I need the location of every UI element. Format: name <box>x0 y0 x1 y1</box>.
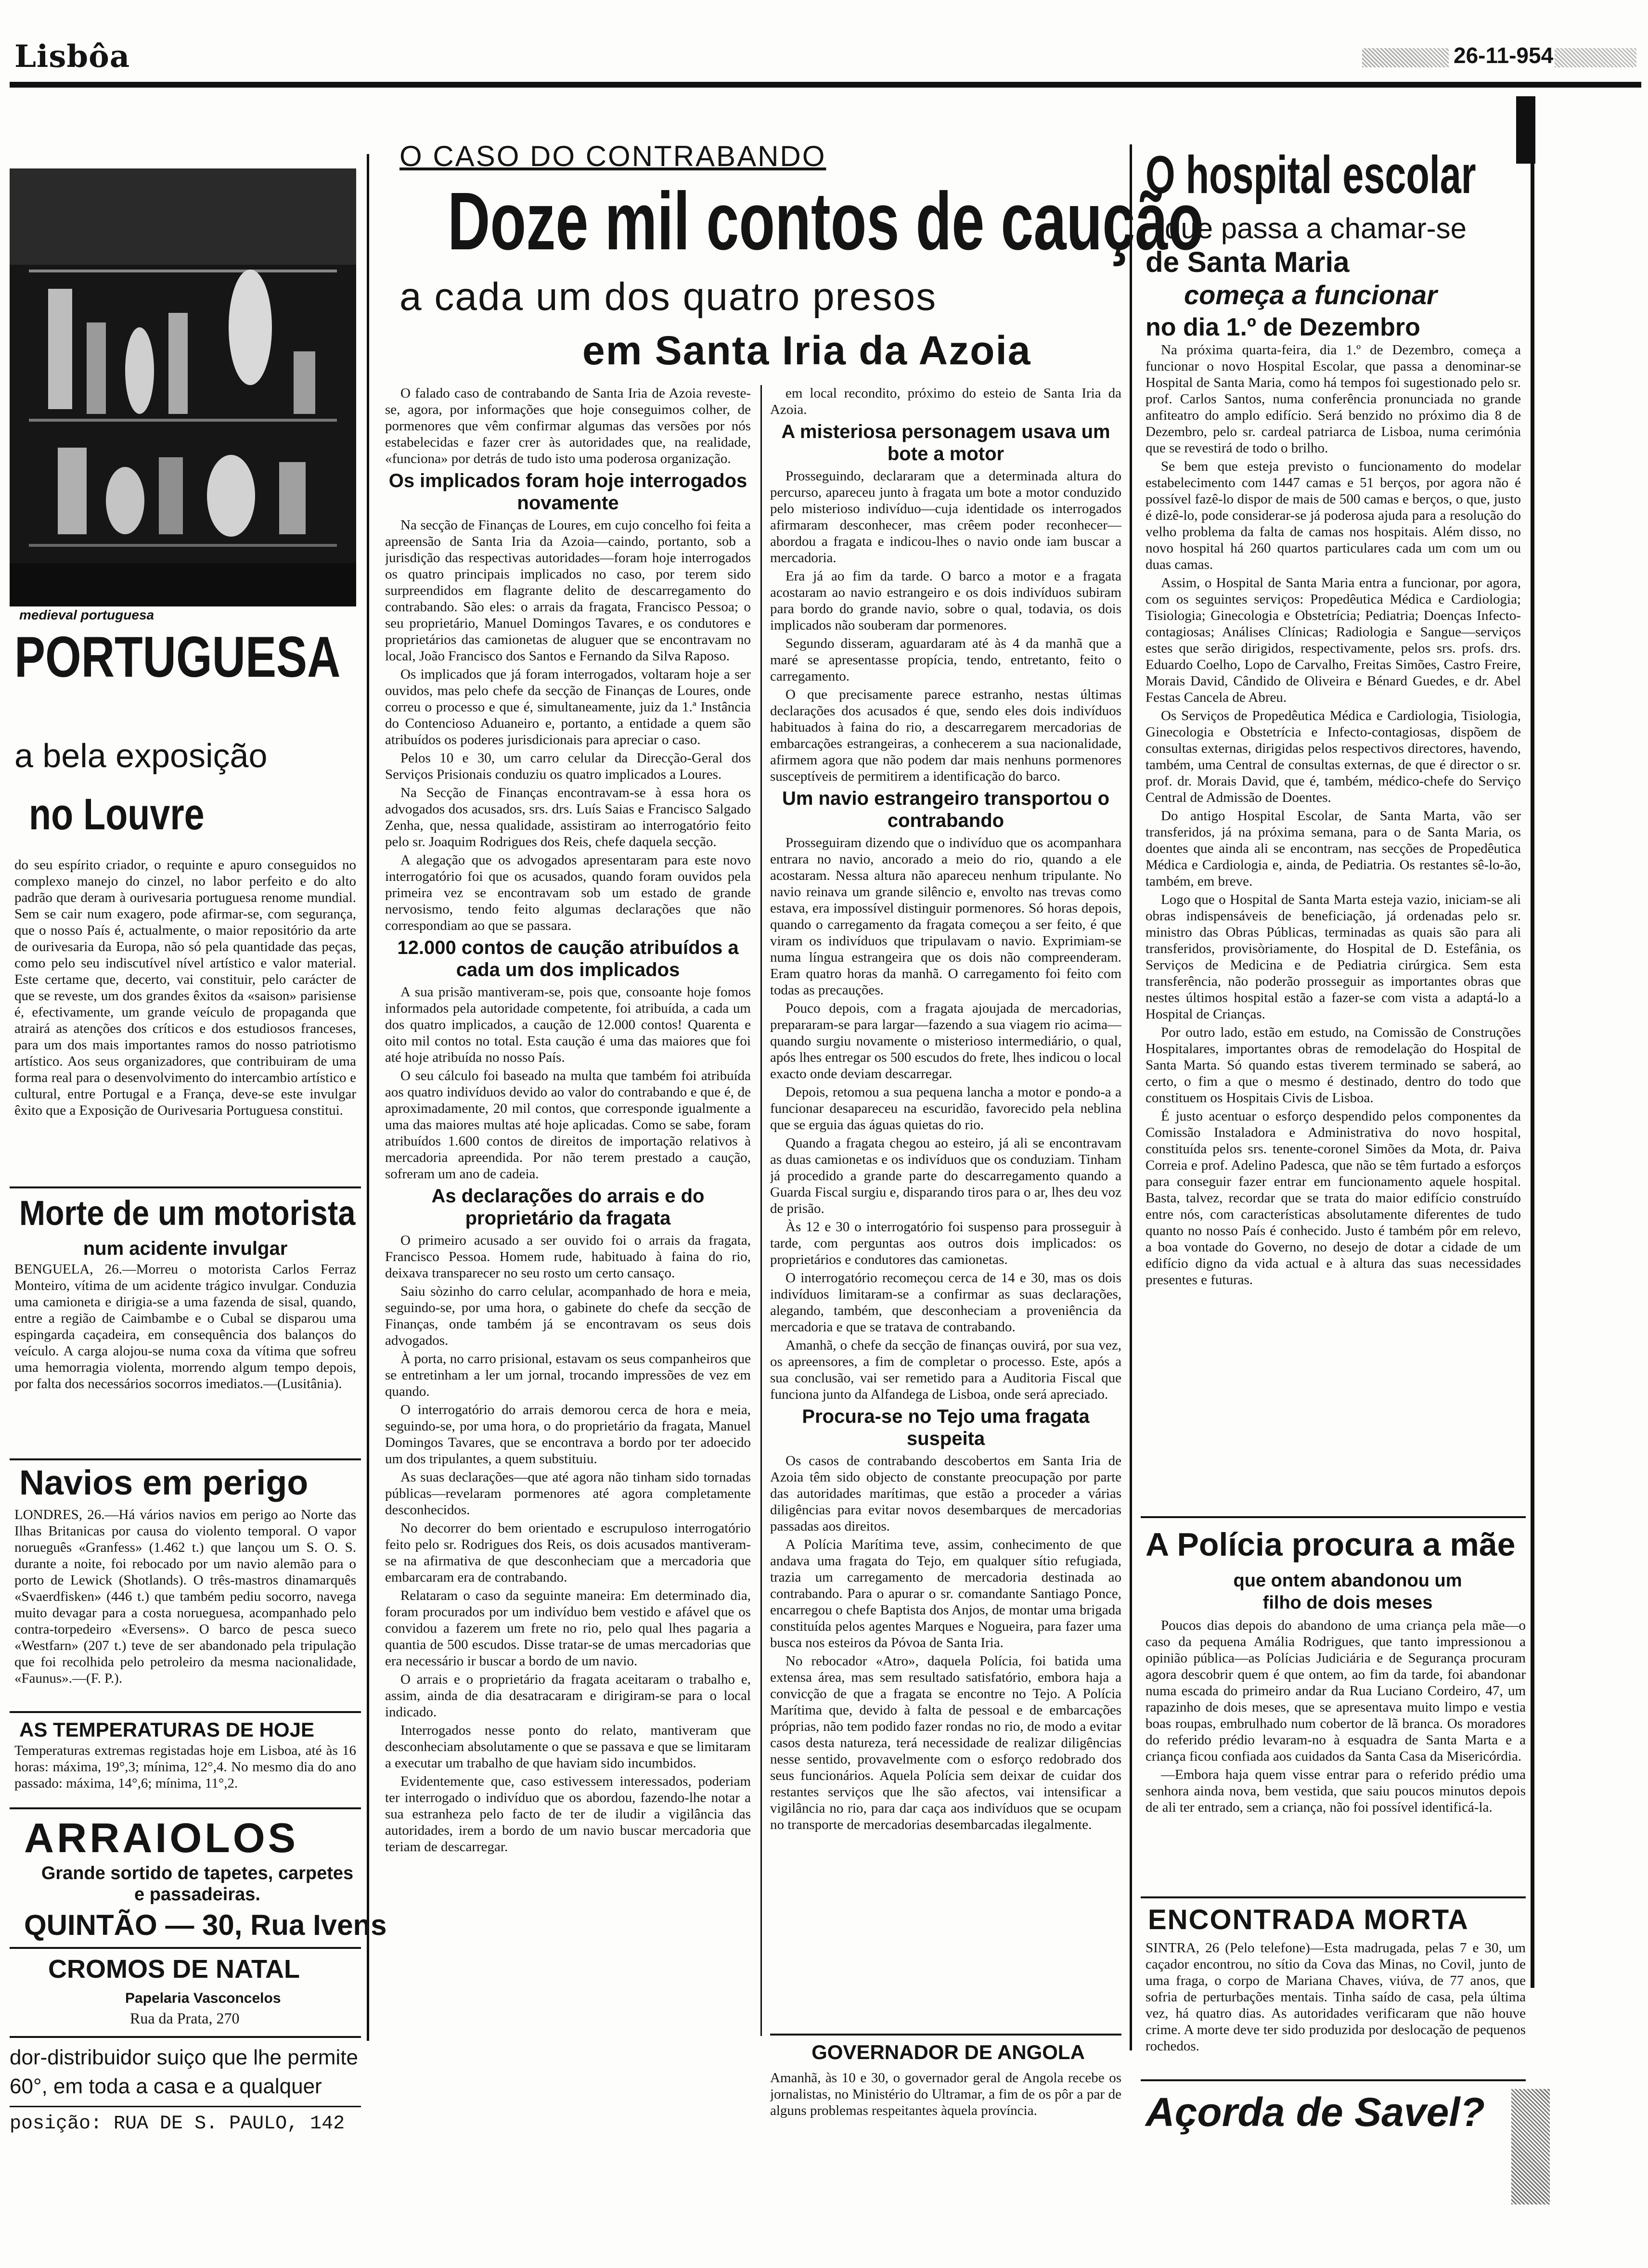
article-paragraph: O arrais e o proprietário da fragata aceitaram o trabalho e, assim, ainda de dia desatracaram e dirigiram-se para o local indicado. <box>385 1672 751 1720</box>
section-rule <box>770 2034 1121 2036</box>
article-paragraph: Relataram o caso da seguinte maneira: Em determinado dia, foram procurados por um indivíduo bem vestido e afável que os convidou a fazerem um frete no rio, pelo qual lhes pagaria a quantia de 500 escudos. Disse tratar-se de umas mercadorias que era necessário ir buscar a bordo de um navio. <box>385 1588 751 1669</box>
policia-text <box>1146 1617 1526 1892</box>
article-paragraph: Segundo disseram, aguardaram até às 4 da manhã que a maré se apresentasse propícia, tendo, entretanto, feito o carregamento. <box>770 636 1121 684</box>
headline-portuguesa: PORTUGUESA <box>14 625 341 689</box>
section-rule <box>1141 1516 1526 1518</box>
section-rule <box>10 2106 361 2107</box>
article-paragraph: Às 12 e 30 o interrogatório foi suspenso para prosseguir à tarde, com perguntas aos outros dois implicados: os proprietários e condutores das camionetas. <box>770 1219 1121 1267</box>
section-rule <box>1141 2079 1526 2081</box>
temps-text: Temperaturas extremas registadas hoje em Lisboa, até às 16 horas: máxima, 19°,3; mínima, 12°,4. No mesmo dia do ano passado: máxima, 14°,6; mínima, 11°,2. <box>14 1743 356 1791</box>
temps-title: AS TEMPERATURAS DE HOJE <box>19 1718 314 1741</box>
encontrada-title: ENCONTRADA MORTA <box>1148 1904 1469 1935</box>
article-subhead: Procura-se no Tejo uma fragata suspeita <box>802 1406 1090 1449</box>
article-paragraph: Se bem que esteja previsto o funcionamento do modelar estabelecimento com 1447 camas e 51 berços, por agora não é possível fazê-lo dispor de mais de 500 camas e berços, o que, justo é dizê-lo, pode considerar-se já poderosa ajuda para a resolução do velho problema da falta de camas nos hospitais. Além disso, no novo hospital há 260 quartos particulares cada um com um ou duas camas. <box>1146 459 1521 572</box>
section-title: Lisbôa <box>14 39 130 75</box>
article-paragraph: O interrogatório do arrais demorou cerca de hora e meia, seguindo-se, por uma hora, o do proprietário da fragata, Manuel Domingos Tavares, que se encontrava a bordo por ter adoecido um dos tripulantes, a quem substituiu. <box>385 1402 751 1467</box>
article-paragraph: Interrogados nesse ponto do relato, mantiveram que desconheciam absolutamente o que se passava e que se limitaram a executar um trabalho de que haviam sido incumbidos. <box>385 1723 751 1771</box>
center-column-1 <box>385 385 751 2041</box>
article-paragraph: No decorrer do bem orientado e escrupuloso interrogatório feito pelo sr. Rodrigues dos Reis, os dois acusados mantiveram-se na afirmativa de que desconheciam que a mercadoria que embarcaram era de contrabando. <box>385 1521 751 1585</box>
governador-title: GOVERNADOR DE ANGOLA <box>811 2041 1085 2063</box>
ad-cromos: CROMOS DE NATAL <box>48 1955 300 1984</box>
photo-illustration <box>10 168 356 606</box>
policia-sub: que ontem abandonou um filho de dois meses <box>1233 1571 1462 1613</box>
article-paragraph: O interrogatório recomeçou cerca de 14 e 30, mas os dois indivíduos limitaram-se a confirmar as suas declarações, alegando, também, que desconheciam a proveniência da mercadoria e que se tratava de contrabando. <box>770 1270 1121 1335</box>
motorista-sub: num acidente invulgar <box>83 1238 288 1259</box>
article-paragraph: O falado caso de contrabando de Santa Iria de Azoia reveste-se, agora, por informações que hoje conseguimos colher, de pormenores que vêm confirmar algumas das versões por nós estabelecidas e fazer crer às autoridades que, na realidade, «funciona» por detrás de tudo isto uma poderosa organização. <box>385 386 751 466</box>
hospital-headline: O hospital escolar <box>1146 145 1476 205</box>
article-subhead: A misteriosa personagem usava um bote a motor <box>781 421 1110 464</box>
article-paragraph: Pelos 10 e 30, um carro celular da Direcção-Geral dos Serviços Prisionais conduziu os quatro implicados a Loures. <box>385 750 751 782</box>
motorista-text: BENGUELA, 26.—Morreu o motorista Carlos Ferraz Monteiro, vítima de um acidente trágico invulgar. Conduzia uma camioneta e dirigia-se a uma fazenda de sisal, quando, entre a região de Caimbambe e o Cubal se disparou uma espingarda caçadeira, em consequência dos balanços do veículo. A carga alojou-se numa coxa da vítima que sofreu uma hemorragia violenta, morrendo algum tempo depois, por falta dos necessários socorros imediatos.—(Lusitânia). <box>14 1262 356 1392</box>
article-paragraph: A Polícia Marítima teve, assim, conhecimento de que andava uma fragata do Tejo, em qualquer sítio refugiada, trazia um carregamento de mercadoria destinada ao contrabando. Para o apurar o sr. comandante Santiago Ponce, encarregou o chefe Baptista dos Anjos, de montar uma brigada constituída pelos agentes Marques e Nogueira, para fazer uma busca nos esteiros da Póvoa de Santa Iria. <box>770 1537 1121 1650</box>
article-paragraph: O seu cálculo foi baseado na multa que também foi atribuída aos quatro indivíduos devido ao valor do contrabando e que é, de aproximadamente, 20 mil contos, que corresponde igualmente a uma das maiores multas até hoje aplicadas. Como se sabe, foram atribuídos 1.600 contos de direitos de importação relativos à mercadoria apreendida. Por não terem prestado a caução, sofreram um ano de cadeia. <box>385 1068 751 1182</box>
column-rule <box>367 154 369 2041</box>
article-paragraph: em local recondito, próximo do esteio de Santa Iria da Azoia. <box>770 386 1121 417</box>
main-deck: a cada um dos quatro presos <box>399 275 937 319</box>
article-paragraph: A sua prisão mantiveram-se, pois que, consoante hoje fomos informados pela autoridade competente, foi atribuída, a cada um dos quatro implicados, a caução de 12.000 contos! Quarenta e oito mil contos no total. Esta caução é uma das maiores que foi até hoje atribuída no nosso País. <box>385 984 751 1065</box>
article-paragraph: As suas declarações—que até agora não tinham sido tornadas públicas—revelaram pormenores até agora completamente desconhecidos. <box>385 1469 751 1518</box>
section-rule <box>10 1807 361 1809</box>
section-rule <box>10 2036 361 2038</box>
article-subhead: As declarações do arrais e do proprietário da fragata <box>431 1186 705 1229</box>
article-paragraph: Amanhã, o chefe da secção de finanças ouvirá, por sua vez, os apreensores, a fim de completar o processo. Este, após a sua conclusão, vai ser remetido para a Auditoria Fiscal que funciona junto da Alfandega de Lisboa, onde será apreciado. <box>770 1338 1121 1402</box>
acorda-title: Açorda de Savel? <box>1146 2089 1485 2135</box>
article-paragraph: Pouco depois, com a fragata ajoujada de mercadorias, prepararam-se para largar—fazendo a sua viagem rio acima—quando surgiu novamente o misterioso intermediário, o qual, após lhes entregar os 500 escudos do frete, lhes indicou o local exacto onde deviam descarregar. <box>770 1001 1121 1082</box>
hospital-deck-4: no dia 1.º de Dezembro <box>1146 313 1420 341</box>
article-paragraph: Prosseguiram dizendo que o indivíduo que os acompanhara entrara no navio, ancorado a meio do rio, quando a ele acostaram. Nessa altura não apareceu nenhum tripulante. No navio reinava um grande silêncio e, envolto nas trevas como estava, era impossível distinguir pormenores. Só horas depois, quando o carregamento da fragata começou a ser feito, é que viram os indivíduos que tripulavam o navio. Exprimiam-se numa língua estrangeira que os dois não compreenderam. Eram quatro horas da manhã. O carregamento foi feito com todas as precauções. <box>770 835 1121 998</box>
article-paragraph: Do antigo Hospital Escolar, de Santa Marta, vão ser transferidos, já na próxima semana, para o de Santa Maria, os doentes que ainda ali se encontram, nas secções de Propedêutica Médica e Cardiologia e, ainda, de Pediatria. Os restantes sê-lo-ão, também, em breve. <box>1146 808 1521 889</box>
section-rule <box>10 1186 361 1188</box>
article-paragraph: É justo acentuar o esforço despendido pelos componentes da Comissão Instaladora e Administrativa do novo hospital, constituída pelos srs. tenente-coronel Simões da Mota, dr. Paiva Correia e prof. Adelino Padesca, que não se têm furtado a esforços para conseguir fazer entrar em funcionamento aquele hospital. Basta, talvez, recordar que se trata do maior edifício construído entre nós, com características absolutamente diferentes de tudo quanto no nosso País é conhecido. Justo é também pôr em relevo, a boa vontade do Governo, no desejo de dotar a cidade de um edifício digno da vida actual e à altura das suas necessidades presentes e futuras. <box>1146 1108 1521 1288</box>
article-paragraph: Depois, retomou a sua pequena lancha a motor e pondo-a a funcionar desapareceu na escuridão, favorecido pela neblina que se erguia das águas quietas do rio. <box>770 1084 1121 1133</box>
article-paragraph: Saiu sòzinho do carro celular, acompanhado de hora e meia, seguindo-se, por uma hora, o gabinete do chefe da secção de Finanças, onde também já se encontravam os seus dois advogados. <box>385 1284 751 1348</box>
article-paragraph: Prosseguindo, declararam que a determinada altura do percurso, apareceu junto à fragata um bote a motor conduzido pelo misterioso indivíduo—cuja identidade os interrogados afirmaram desconhecer, mas crêem poder reconhecer—abordou a fragata e indicou-lhes o navio onde iam buscar a mercadoria. <box>770 468 1121 566</box>
section-rule <box>10 1458 361 1460</box>
article-paragraph: Na Secção de Finanças encontravam-se à essa hora os advogados dos acusados, srs. drs. Luís Saias e Francisco Salgado Zenha, que, nessa qualidade, assistiram ao interrogatório feito pelo sr. Joaquim Rodrigues dos Reis, chefe daquela secção. <box>385 785 751 850</box>
ad-arraiolos-sub: Grande sortido de tapetes, carpetes e passadeiras. <box>41 1863 354 1905</box>
article-paragraph: Assim, o Hospital de Santa Maria entra a funcionar, por agora, com os seguintes serviços: Propedêutica Médica e Cardiologia; Tisiologia; Ginecologia e Obstetrícia; Pediatria; Doenças Infecto-contagiosas; Análises Clínicas; Radiologia e Sangue—serviços estes que serão dirigidos, respectivamente, pelos srs. profs. drs. Eduardo Coelho, Lopo de Carvalho, Freitas Simões, Castro Freire, Morais David, Cândido de Oliveira e Bénard Guedes, e dr. Abel Festas Cancela de Abreu. <box>1146 575 1521 705</box>
article-paragraph: Na próxima quarta-feira, dia 1.º de Dezembro, começa a funcionar o novo Hospital Escolar, que passa a denominar-se Hospital de Santa Maria, como há tempos foi sugestionado pelo sr. prof. Carlos Santos, numa conferência pronunciada no grande anfiteatro do amplo edifício. Será benzido no próximo dia 8 de Dezembro, pelo sr. cardeal patriarca de Lisboa, numa cerimónia que se revestirá de todo o brilho. <box>1146 342 1521 456</box>
ad-papelaria-address: Rua da Prata, 270 <box>130 2010 240 2027</box>
ad-arraiolos: ARRAIOLOS <box>24 1815 298 1861</box>
section-rule <box>10 1711 361 1713</box>
ad-bottom-line-1: dor-distribuidor suiço que lhe permite <box>10 2046 358 2069</box>
column-rule <box>760 385 762 2036</box>
ad-quintao: QUINTÃO — 30, Rua Ivens <box>24 1909 387 1941</box>
article-subhead: Um navio estrangeiro transportou o contrabando <box>782 788 1110 831</box>
kicker: O CASO DO CONTRABANDO <box>399 140 826 172</box>
article-paragraph: Quando a fragata chegou ao esteiro, já ali se encontravam as duas camionetas e os indivíduos que os conduziam. Tinham já procedido a grande parte do descarregamento quando a Guarda Fiscal surgiu e, disparando tiros para o ar, lhes deu voz de prisão. <box>770 1135 1121 1216</box>
issue-date: 26-11-954 <box>1454 43 1554 68</box>
section-rule <box>1141 1896 1526 1898</box>
print-noise <box>1362 48 1449 67</box>
article-paragraph: Os casos de contrabando descobertos em Santa Iria de Azoia têm sido objecto de constante preocupação por parte das autoridades marítimas, que estão a proceder a várias diligências para evitar novos desembarques de mercadorias passadas aos direitos. <box>770 1453 1121 1534</box>
headline-place: no Louvre <box>29 790 205 839</box>
edge-block <box>1516 96 1535 164</box>
policia-title: A Polícia procura a mãe <box>1146 1526 1516 1563</box>
headline-deck: a bela exposição <box>14 737 268 774</box>
center-column-2 <box>770 385 1121 2031</box>
article-paragraph: Evidentemente que, caso estivessem interessados, poderiam ter interrogado o indivíduo que os abordou, fazendo-lhe notar a sua estranheza pelo facto de ter de iludir a vigilância das autoridades, irem a bordo de um navio buscar mercadoria que teriam de descarregar. <box>385 1774 751 1855</box>
main-place: em Santa Iria da Azoia <box>582 328 1031 373</box>
article-paragraph: O primeiro acusado a ser ouvido foi o arrais da fragata, Francisco Pessoa. Homem rude, habituado à faina do rio, deixava transparecer no seu rosto um certo cansaço. <box>385 1233 751 1281</box>
article-paragraph: Na secção de Finanças de Loures, em cujo concelho foi feita a apreensão de Santa Iria da Azoia—caindo, portanto, sob a jurisdição das respectivas autoridades—foram hoje interrogados os quatro principais implicados no caso, por terem sido surpreendidos em flagrante delito de descarregamento do contrabando. São eles: o arrais da fragata, Francisco Pessoa; o seu proprietário, Manuel Domingos Tavares, e os condutores e proprietários das camionetas de aluguer que se encontravam no local, João Francisco dos Santos e Fernando da Silva Raposo. <box>385 517 751 664</box>
governador-text: Amanhã, às 10 e 30, o governador geral de Angola recebe os jornalistas, no Ministério do Ultramar, a fim de os pôr a par de alguns problemas respeitantes àquela província. <box>770 2070 1121 2118</box>
ad-bottom-line-2: 60°, em toda a casa e a qualquer <box>10 2075 322 2098</box>
masthead-rule <box>10 82 1641 88</box>
column-rule <box>1130 144 1132 2050</box>
article-paragraph: Era já ao fim da tarde. O barco a motor e a fragata acostaram ao navio estrangeiro e os dois indivíduos subiram para bordo do grande navio, sobre o qual, todavia, os dois implicados não souberam dar pormenores. <box>770 568 1121 633</box>
article-subhead: 12.000 contos de caução atribuídos a cada um dos implicados <box>397 937 739 980</box>
article-paragraph: O que precisamente parece estranho, nestas últimas declarações dos acusados é que, sendo eles dois indivíduos habituados à faina do rio, a descarregarem mercadorias de embarcações estrangeiras, a conhecerem a sua nacionalidade, afirmem agora que não podem dar mais nenhuns pormenores susceptíveis de permitirem a identificação do barco. <box>770 687 1121 784</box>
ad-papelaria: Papelaria Vasconcelos <box>125 1990 281 2006</box>
print-noise <box>1555 48 1636 67</box>
article-paragraph: Logo que o Hospital de Santa Marta esteja vazio, iniciam-se ali obras indispensáveis de beneficiação, já ordenadas pelo sr. ministro das Obras Públicas, terminadas as quais são para ali transferidos, provisòriamente, do Hospital de D. Estefânia, os Serviços de Medicina e de Pediatria cirúrgica. Sem esta transferência, não poderão prosseguir as importantes obras que nestes últimos hospital estão a fazer-se com vista a adaptá-lo a Hospital de Crianças. <box>1146 892 1521 1022</box>
navios-text: LONDRES, 26.—Há vários navios em perigo ao Norte das Ilhas Britanicas por causa do violento temporal. O vapor norueguês «Granfess» (1.462 t.) que lançou um S. O. S. durante a noite, foi rebocado por um navio alemão para o porto de Lewick (Shotlands). O três-mastros dinamarquês «Svaerdfisken» (446 t.) que também pediu socorro, navega muito devagar para a costa norueguesa, acompanhado pelo contra-torpedeiro «Eversens». O barco de pesca sueco «Westfarn» (207 t.) teve de ser abandonado pela tripulação que foi recolhida pelo petroleiro da mesma nacionalidade, «Faunus».—(F. P.). <box>14 1507 356 1686</box>
article-paragraph: Poucos dias depois do abandono de uma criança pela mãe—o caso da pequena Amália Rodrigues, que tanto impressionou a opinião pública—as Polícias Judiciária e de Segurança procuram agora descobrir quem é que ontem, ao fim da tarde, foi abandonar numa escada do primeiro andar da Rua Luciano Cordeiro, 47, um rapazinho de dois meses, que se apresentava muito limpo e vestia boas roupas, embrulhado num cobertor de lã branca. Os moradores do referido prédio levaram-no à esquadra de Santa Marta e a criança ficou confiada aos cuidados da Santa Casa da Misericórdia. <box>1146 1618 1526 1764</box>
photo-caption: medieval portuguesa <box>19 607 154 622</box>
exposition-text: do seu espírito criador, o requinte e apuro conseguidos no complexo manejo do cinzel, no labor perfeito e do alto padrão que deram à ourivesaria portuguesa renome mundial. Sem se cair num exagero, pode afirmar-se, com segurança, que o nosso País é, actualmente, o maior repositório da arte de ourivesaria da Europa, não só pela quantidade das peças, como pelo seu indiscutível nível artístico e valor material. Este certame que, decerto, vai constituir, pelo carácter de que se reveste, um dos grandes êxitos da «saison» parisiense é, efectivamente, um grande veículo de propaganda que atrairá as atenções dos críticos e dos estudiosos franceses, para um dos mais importantes ramos do nosso patriotismo artístico. Aos seus organizadores, que contribuiram de uma forma real para o desenvolvimento do intercambio artístico e cultural, entre Portugal e a França, deve-se este invulgar êxito que a Exposição de Ourivesaria Portuguesa constitui. <box>14 857 356 1118</box>
motorista-title: Morte de um motorista <box>19 1194 356 1233</box>
hospital-deck-3: começa a funcionar <box>1184 280 1437 310</box>
article-paragraph: Por outro lado, estão em estudo, na Comissão de Construções Hospitalares, importantes obras de remodelação do Hospital de Santa Marta. Só quando estas tiverem terminado se saberá, ao certo, o fim a que o mesmo é destinado, dentro do todo que constituem os Hospitais Civis de Lisboa. <box>1146 1025 1521 1106</box>
article-subhead: Os implicados foram hoje interrogados novamente <box>388 470 747 514</box>
navios-title: Navios em perigo <box>19 1464 309 1502</box>
column-rule <box>1531 159 1534 1988</box>
article-paragraph: À porta, no carro prisional, estavam os seus companheiros que se entretinham a ler um jornal, trocando impressões de vez em quando. <box>385 1351 751 1399</box>
article-paragraph: Os Serviços de Propedêutica Médica e Cardiologia, Tisiologia, Ginecologia e Obstetrícia e Infecto-contagiosas, dispõem de consultas externas, dirigidas pelos respectivos directores, havendo, também, uma Central de consultas externas, de que é director o sr. prof. dr. Morais David, que é, também, médico-chefe do Serviço Central de Admissão de Doentes. <box>1146 708 1521 805</box>
article-paragraph: No rebocador «Atro», daquela Polícia, foi batida uma extensa área, mas sem resultado satisfatório, embora haja a convicção de que a fragata se encontre no Tejo. A Polícia Marítima que, devido à falta de pessoal e de embarcações próprias, não tem podido fazer rondas no rio, de modo a evitar casos desta natureza, terá necessidade de realizar diligências nesse sentido, provavelmente com o esforço redobrado dos seus funcionários. Aquela Polícia sem deixar de cuidar dos restantes serviços que lhe são afectos, vai intensificar a vigilância no rio, para dar caça aos indivíduos que se ocupam no transporte de mercadorias desembarcadas ilegalmente. <box>770 1653 1121 1832</box>
exhibit-photo <box>10 168 356 606</box>
hospital-deck-1: que passa a chamar-se <box>1165 212 1467 245</box>
edge-dither <box>1511 2089 1550 2204</box>
section-rule <box>10 1947 361 1949</box>
article-paragraph: Os implicados que já foram interrogados, voltaram hoje a ser ouvidos, mas pelo chefe da secção de Finanças de Loures, onde correu o processo e que é, simultaneamente, juiz da 1.ª Instância do Contencioso Aduaneiro e, portanto, a entidade a quem são atribuídos os poderes jurisdicionais para apreciar o caso. <box>385 667 751 747</box>
article-paragraph: A alegação que os advogados apresentaram para este novo interrogatório foi que os acusados, quando foram ouvidos pela primeira vez se encontravam sob um estado de grande nervosismo, tendo feito algumas declarações que não correspondiam ao que se passara. <box>385 852 751 933</box>
ad-bottom-line-3: posição: RUA DE S. PAULO, 142 <box>10 2113 345 2135</box>
article-paragraph: —Embora haja quem visse entrar para o referido prédio uma senhora ainda nova, bem vestida, que saiu poucos minutos depois de ali ter entrado, sem a criança, não foi possível identificá-la. <box>1146 1767 1526 1815</box>
hospital-deck-2: de Santa Maria <box>1146 246 1350 278</box>
hospital-text <box>1146 342 1521 1507</box>
main-headline: Doze mil contos de caução <box>448 176 1204 267</box>
encontrada-text: SINTRA, 26 (Pelo telefone)—Esta madrugada, pelas 7 e 30, um caçador encontrou, no sítio da Cova das Minas, no Covil, junto de uma fraga, o corpo de Mariana Chaves, viúva, de 77 anos, que sofria de perturbações mentais. Tinha saído de casa, pela última vez, há quatro dias. As autoridades verificaram que não houve crime. A morte deve ter sido produzida por deslocação de pequenos rochedos. <box>1146 1940 1526 2054</box>
